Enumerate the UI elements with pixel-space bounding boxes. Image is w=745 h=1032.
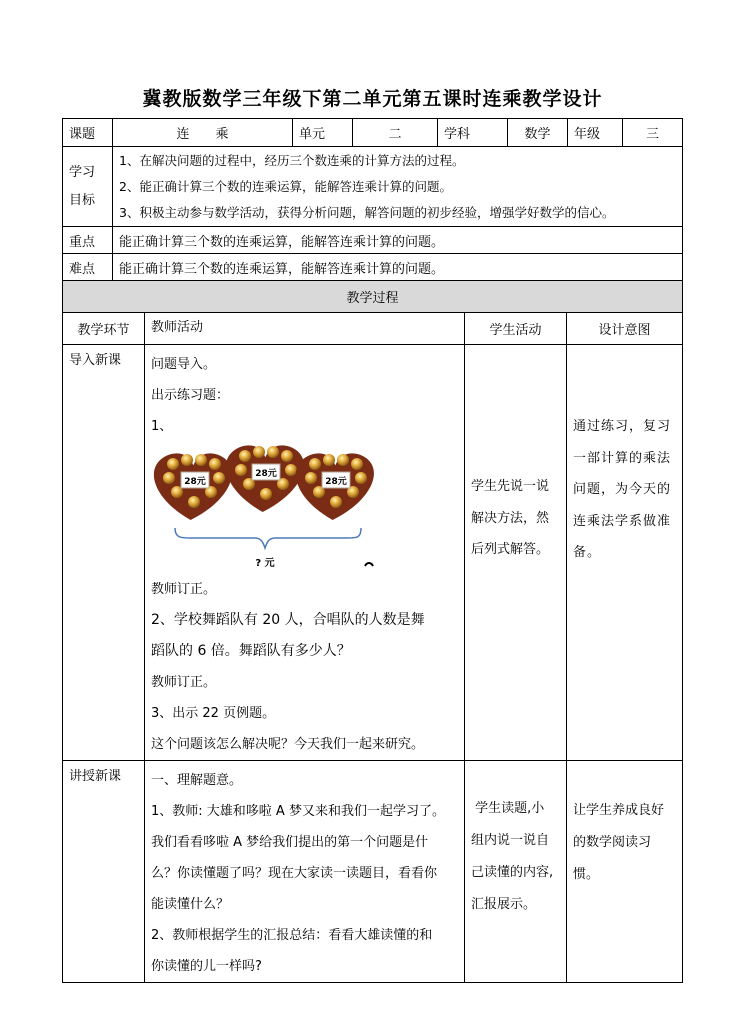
box-price-3: 28元 [325,477,347,487]
intro-line: 教师订正。 [151,675,217,690]
total-brace [175,528,361,548]
intro-line: 1、 [151,419,173,434]
intro-teacher-activity [145,345,465,761]
goal-item: 3、积极主动参与数学活动，获得分析问题，解答问题的初步经验，增强学好数学的信心。 [119,204,615,220]
subject-label: 学科 [438,119,508,147]
col-intent-header: 设计意图 [567,313,683,345]
key-point-text: 能正确计算三个数的连乘运算，能解答连乘计算的问题。 [113,227,683,254]
teach-stage: 讲授新课 [63,761,145,983]
goal-item: 2、能正确计算三个数的连乘运算，能解答连乘计算的问题。 [119,178,452,194]
difficulty-label: 难点 [63,254,113,281]
intro-line: 问题导入。 [151,357,217,372]
teach-line: 一、理解题意。 [151,773,243,788]
intro-intent-line: 连乘法学系做准 [573,513,672,529]
document-title: 冀教版数学三年级下第二单元第五课时连乘教学设计 [142,88,603,110]
teach-line: 2、教师根据学生的汇报总结：看看大雄读懂的和 [151,928,433,943]
intro-design-intent [567,345,683,761]
teach-student-line: 己读懂的内容, [471,865,554,880]
goals-content [113,147,683,227]
key-point-label: 重点 [63,227,113,254]
teach-intent-line: 让学生养成良好 [573,803,665,818]
intro-intent-line: 通过练习，复习 [573,419,672,434]
teach-student-line: 组内说一说自 [471,833,550,848]
intro-line: 2、学校舞蹈队有 20 人，合唱队的人数是舞 [151,612,425,628]
intro-intent-line: 备。 [573,545,602,560]
chocolate-boxes-illustration [151,442,391,574]
grade-value: 三 [623,119,683,147]
teach-design-intent [567,761,683,983]
goals-label-line2: 目标 [69,192,96,208]
topic-value: 连 乘 [113,119,293,147]
teach-line: 我们看看哆啦 A 梦给我们提出的第一个问题是什 [151,835,429,850]
intro-line: 蹈队的 6 倍。舞蹈队有多少人？ [151,643,351,659]
teach-student-activity [465,761,567,983]
intro-stage: 导入新课 [63,345,145,761]
topic-label: 课题 [63,119,113,147]
teach-intent-line: 的数学阅读习惯。 [573,835,652,882]
unit-label: 单元 [293,119,353,147]
goals-label [63,147,113,227]
question-mark-label: ? 元 [255,558,275,569]
intro-student-line: 学生先说一说 [471,479,550,494]
intro-line: 出示练习题： [151,388,230,403]
grade-label: 年级 [568,119,623,147]
difficulty-text: 能正确计算三个数的连乘运算，能解答连乘计算的问题。 [113,254,683,281]
col-teacher-header: 教师活动 [145,313,465,345]
teach-student-line: 汇报展示。 [471,897,537,912]
box-price-2: 28元 [255,469,277,479]
box-price-1: 28元 [184,477,206,487]
intro-line: 3、出示 22 页例题。 [151,706,276,721]
intro-line: 这个问题该怎么解决呢？今天我们一起来研究。 [151,737,425,752]
teach-line: 1、教师: 大雄和哆啦 A 梦又来和我们一起学习了。 [151,804,445,819]
col-student-header: 学生活动 [465,313,567,345]
subject-value: 数学 [508,119,568,147]
teach-teacher-activity [145,761,465,983]
chocolate-boxes-figure [151,442,391,574]
lesson-info-table [62,118,683,281]
intro-intent-line: 问题，为今天的 [573,482,672,497]
teach-line: 你读懂的儿一样吗? [151,959,262,974]
teach-student-line: 学生读题,小 [471,801,545,816]
intro-student-line: 后列式解答。 [471,542,550,557]
intro-intent-line: 一部计算的乘法 [573,450,672,466]
goal-item: 1、在解决问题的过程中，经历三个数连乘的计算方法的过程。 [119,152,465,168]
process-heading: 教学过程 [63,281,683,313]
goals-label-line1: 学习 [69,164,96,180]
intro-student-line: 解决方法，然 [471,510,550,526]
unit-value: 二 [353,119,438,147]
teach-line: 么？你读懂题了吗？现在大家读一读题目，看看你 [151,866,438,881]
col-stage-header: 教学环节 [63,313,145,345]
stray-mark [365,563,373,566]
intro-line: 教师订正。 [151,582,217,597]
intro-student-activity [465,345,567,761]
teaching-process-table [62,280,683,983]
teach-line: 能读懂什么？ [151,897,230,912]
